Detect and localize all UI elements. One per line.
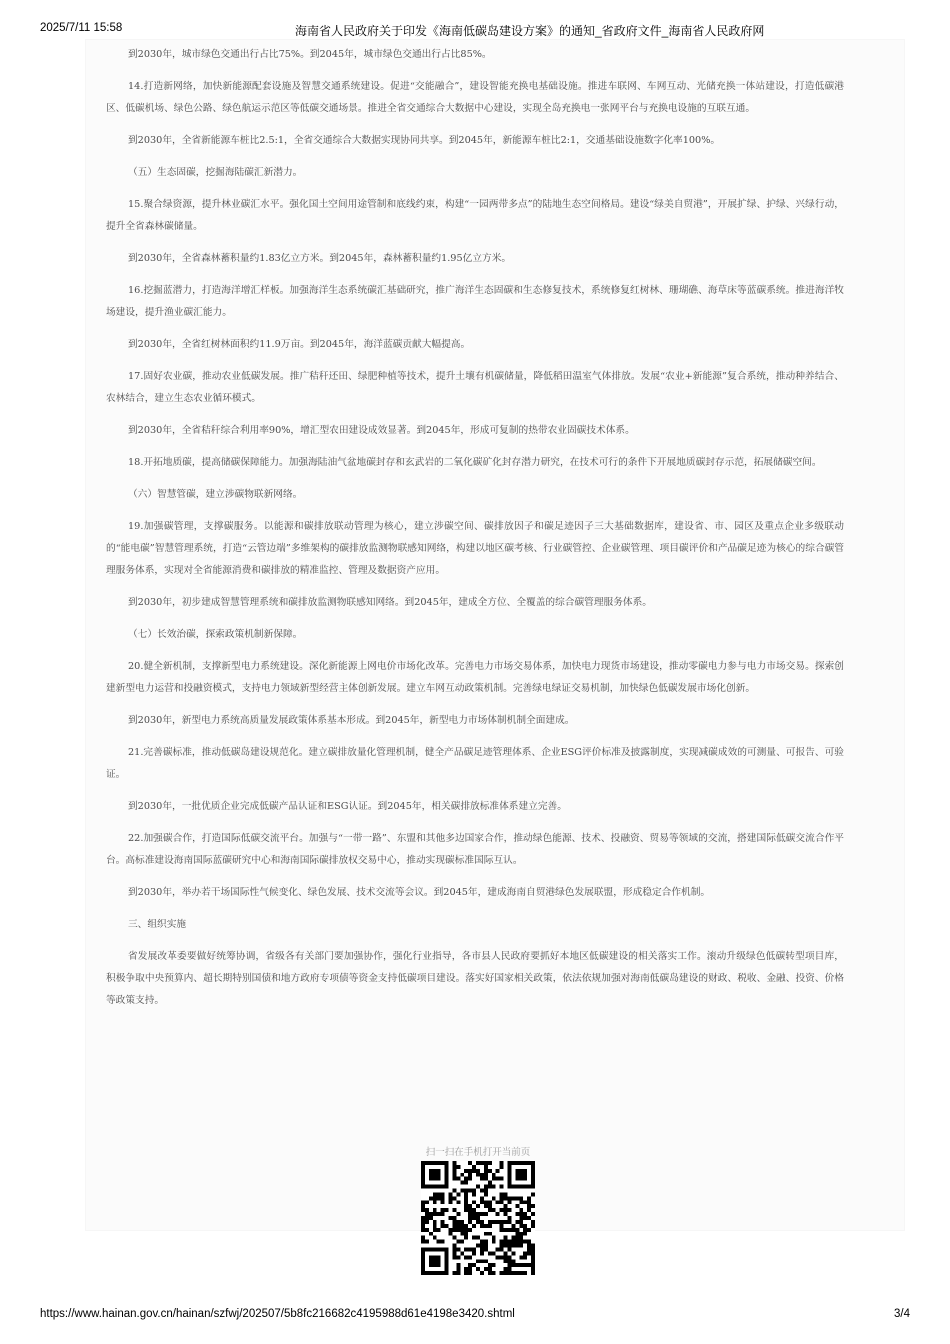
article-paragraph: 16.挖掘蓝潜力，打造海洋增汇样板。加强海洋生态系统碳汇基础研究，推广海洋生态固碳和生态修复技术，系统修复红树林、珊瑚礁、海草床等蓝碳系统。推进海洋牧场建设，提升渔业碳汇能力。: [106, 285, 844, 318]
page-url[interactable]: https://www.hainan.gov.cn/hainan/szfwj/202507/5b8fc216682c4195988d61e4198e3420.shtml: [40, 1308, 515, 1320]
article-paragraph: 到2030年，全省新能源车桩比2.5:1，全省交通综合大数据实现协同共享。到2045年，新能源车桩比2:1，交通基础设施数字化率100%。: [128, 135, 721, 146]
article-paragraph: 到2030年，举办若干场国际性气候变化、绿色发展、技术交流等会议。到2045年，建成海南自贸港绿色发展联盟，形成稳定合作机制。: [128, 887, 711, 898]
page-number: 3/4: [894, 1308, 910, 1320]
article-paragraph: 14.打造新网络，加快新能源配套设施及智慧交通系统建设。促进“交能融合”，建设智能充换电基础设施。推进车联网、车网互动、光储充换一体站建设，打造低碳港区、低碳机场、绿色公路、绿色航运示范区等低碳交通场景。推进全省交通综合大数据中心建设，实现全岛充换电一张网平台与充换电设施的互联互通。: [106, 81, 844, 114]
article-paragraph: 15.聚合绿资源，提升林业碳汇水平。强化国土空间用途管制和底线约束，构建“一园两带多点”的陆地生态空间格局。建设“绿美自贸港”，开展扩绿、护绿、兴绿行动，提升全省森林碳储量。: [106, 199, 844, 232]
section-heading: （七）长效治碳，探索政策机制新保障。: [128, 629, 303, 640]
section-heading: （五）生态固碳，挖掘海陆碳汇新潜力。: [128, 167, 303, 178]
article-paragraph: 19.加强碳管理，支撑碳服务。以能源和碳排放联动管理为核心，建立涉碳空间、碳排放因子和碳足迹因子三大基础数据库，建设省、市、园区及重点企业多级联动的“能电碳”智慧管理系统，打造“云管边端”多维架构的碳排放监测物联感知网络，构建以地区碳考核、行业碳管控、企业碳管理、项目碳评价和产品碳足迹为核心的综合碳管理服务体系，实现对全省能源消费和碳排放的精准监控、管理及数据资产应用。: [106, 521, 844, 576]
article-paragraph: 省发展改革委要做好统筹协调，省级各有关部门要加强协作，强化行业指导，各市县人民政府要抓好本地区低碳建设的相关落实工作。滚动升级绿色低碳转型项目库，积极争取中央预算内、超长期特别国债和地方政府专项债等资金支持低碳项目建设。落实好国家相关政策，依法依规加强对海南低碳岛建设的财政、税收、金融、投资、价格等政策支持。: [106, 951, 844, 1006]
print-page-title: 海南省人民政府关于印发《海南低碳岛建设方案》的通知_省政府文件_海南省人民政府网: [295, 24, 765, 38]
article-paragraph: 到2030年，新型电力系统高质量发展政策体系基本形成。到2045年，新型电力市场体制机制全面建成。: [128, 715, 575, 726]
article-paragraph: 到2030年，城市绿色交通出行占比75%。到2045年，城市绿色交通出行占比85%。: [128, 49, 492, 60]
article-body: [106, 44, 844, 1022]
article-paragraph: 22.加强碳合作，打造国际低碳交流平台。加强与“一带一路”、东盟和其他多边国家合作，推动绿色能源、技术、投融资、贸易等领域的交流，搭建国际低碳交流合作平台。高标准建设海南国际蓝碳研究中心和海南国际碳排放权交易中心，推动实现碳标准国际互认。: [106, 833, 844, 866]
section-heading: 三、组织实施: [128, 919, 187, 930]
section-heading: （六）智慧管碳，建立涉碳物联新网络。: [128, 489, 303, 500]
print-datetime: 2025/7/11 15:58: [40, 22, 123, 34]
article-paragraph: 到2030年，全省森林蓄积量约1.83亿立方米。到2045年，森林蓄积量约1.95亿立方米。: [128, 253, 512, 264]
article-paragraph: 到2030年，全省秸秆综合利用率90%，增汇型农田建设成效显著。到2045年，形成可复制的热带农业固碳技术体系。: [128, 425, 635, 436]
article-paragraph: 到2030年，初步建成智慧管理系统和碳排放监测物联感知网络。到2045年，建成全方位、全覆盖的综合碳管理服务体系。: [128, 597, 652, 608]
article-paragraph: 21.完善碳标准，推动低碳岛建设规范化。建立碳排放量化管理机制，健全产品碳足迹管理体系、企业ESG评价标准及披露制度，实现减碳成效的可测量、可报告、可验证。: [106, 747, 844, 780]
qr-caption: 扫一扫在手机打开当前页: [425, 1147, 531, 1158]
article-paragraph: 到2030年，一批优质企业完成低碳产品认证和ESG认证。到2045年，相关碳排放标准体系建立完善。: [128, 801, 567, 812]
article-paragraph: 17.固好农业碳，推动农业低碳发展。推广秸秆还田、绿肥种植等技术，提升土壤有机碳储量，降低稻田温室气体排放。发展“农业+新能源”复合系统，推动种养结合、农林结合，建立生态农业循环模式。: [106, 371, 844, 404]
article-container: [86, 40, 904, 1230]
print-footer: [40, 1308, 910, 1324]
qr-block: [418, 1144, 538, 1275]
qr-code-icon[interactable]: [421, 1161, 535, 1275]
article-paragraph: 到2030年，全省红树林面积约11.9万亩。到2045年，海洋蓝碳贡献大幅提高。: [128, 339, 471, 350]
article-paragraph: 18.开拓地质碳，提高储碳保障能力。加强海陆油气盆地碳封存和玄武岩的二氧化碳矿化封存潜力研究，在技术可行的条件下开展地质碳封存示范，拓展储碳空间。: [128, 457, 822, 468]
print-header: [40, 22, 910, 38]
article-paragraph: 20.健全新机制，支撑新型电力系统建设。深化新能源上网电价市场化改革。完善电力市场交易体系，加快电力现货市场建设，推动零碳电力参与电力市场交易。探索创建新型电力运营和投融资模式，支持电力领域新型经营主体创新发展。建立车网互动政策机制。完善绿电绿证交易机制，加快绿色低碳发展市场化创新。: [106, 661, 844, 694]
